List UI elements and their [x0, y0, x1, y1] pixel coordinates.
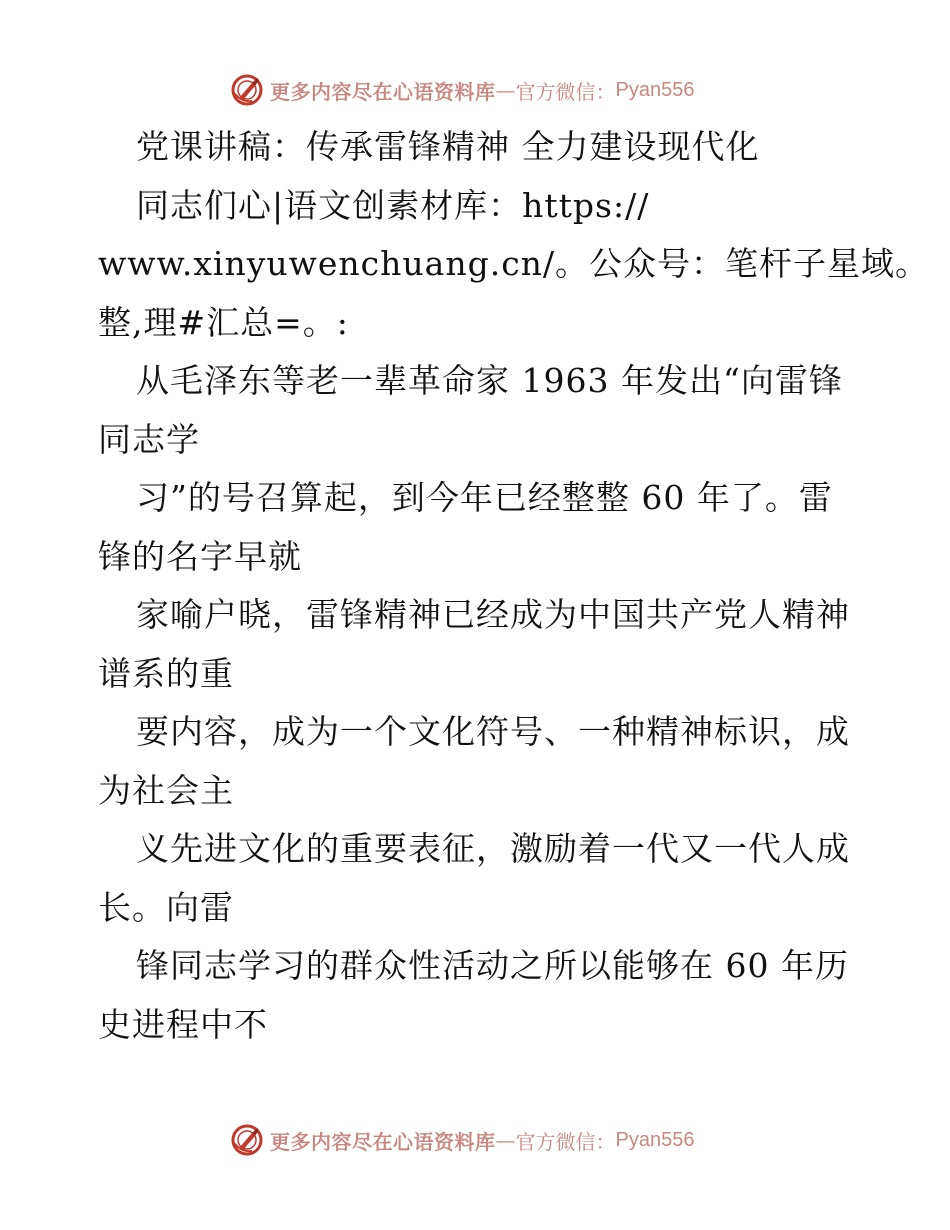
- text-line: 谱系的重: [98, 653, 234, 693]
- document-body: [98, 118, 930, 1054]
- header-banner[interactable]: [230, 72, 750, 108]
- text-line: 家喻户晓，雷锋精神已经成为中国共产党人精神: [136, 595, 850, 634]
- pen-nib-logo-icon: [230, 73, 264, 107]
- banner-promo-text: 更多内容尽在心语资料库: [270, 1129, 496, 1154]
- banner-contact-label: 官方微信：: [515, 1129, 616, 1154]
- banner-contact-id: Pyan556: [615, 78, 695, 101]
- footer-banner[interactable]: [230, 1122, 750, 1158]
- text-line: www.xinyuwenchuang.cn/。公众号：笔杆子星域。: [98, 244, 930, 283]
- document-title: 党课讲稿：传承雷锋精神 全力建设现代化: [136, 127, 760, 166]
- text-line: 整,理#汇总=。:: [98, 302, 349, 342]
- text-line: 史进程中不: [98, 1004, 268, 1044]
- banner-promo-text: 更多内容尽在心语资料库: [270, 79, 496, 104]
- text-line: 从毛泽东等老一辈革命家 1963 年发出“向雷锋: [136, 361, 843, 400]
- text-line: 长。向雷: [98, 887, 234, 927]
- text-line: 同志们心|语文创素材库：https://: [136, 185, 650, 225]
- banner-dash: —: [495, 78, 516, 102]
- text-line: 要内容，成为一个文化符号、一种精神标识，成: [136, 712, 850, 751]
- pen-nib-logo-icon: [230, 1123, 264, 1157]
- text-line: 习”的号召算起，到今年已经整整 60 年了。雷: [136, 478, 833, 517]
- banner-contact-label: 官方微信：: [515, 79, 616, 104]
- text-line: 义先进文化的重要表征，激励着一代又一代人成: [136, 829, 850, 868]
- banner-contact-id: Pyan556: [615, 1128, 695, 1151]
- text-line: 锋同志学习的群众性活动之所以能够在 60 年历: [136, 946, 849, 985]
- text-line: 同志学: [98, 419, 200, 459]
- text-line: 锋的名字早就: [98, 536, 302, 576]
- text-line: 为社会主: [98, 770, 234, 810]
- banner-dash: —: [495, 1128, 516, 1152]
